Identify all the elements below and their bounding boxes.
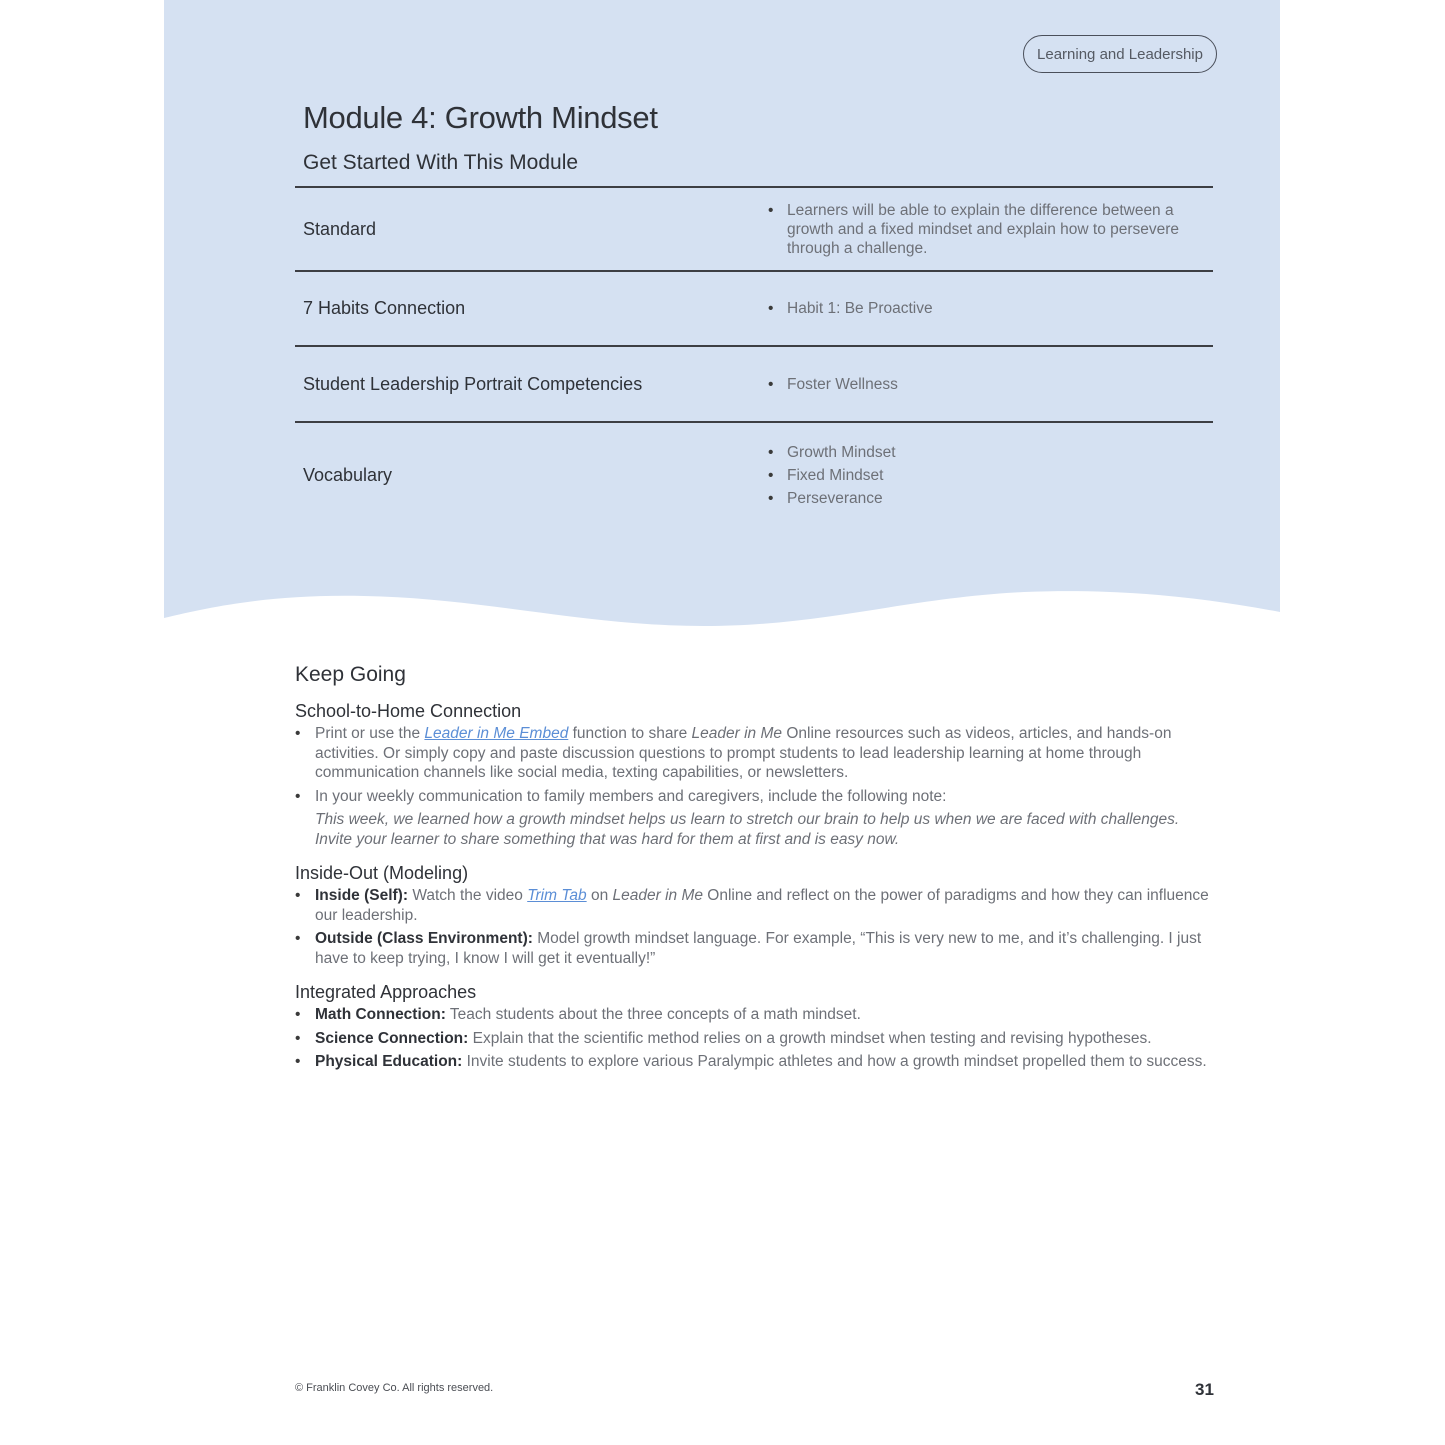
list-item: • Science Connection: Explain that the scientific method relies on a growth mindset when testing and revising hypotheses. bbox=[315, 1029, 1215, 1049]
list-item: • Foster Wellness bbox=[787, 375, 1213, 394]
list-item: • Inside (Self): Watch the video Trim Tab on Leader in Me Online and reflect on the power of paradigms and how they can influence our leadership. bbox=[315, 886, 1215, 925]
section-tag: Learning and Leadership bbox=[1023, 35, 1217, 73]
integrated-block bbox=[295, 982, 1215, 1072]
list-item: • Learners will be able to explain the difference between a growth and a fixed mindset and explain how to persevere through a challenge. bbox=[787, 201, 1213, 258]
table-row-vocabulary bbox=[295, 422, 1213, 528]
module-subtitle: Get Started With This Module bbox=[303, 151, 579, 174]
keep-going-heading: Keep Going bbox=[295, 663, 406, 686]
list-item: • Habit 1: Be Proactive bbox=[787, 299, 1213, 318]
list-item: • Math Connection: Teach students about the three concepts of a math mindset. bbox=[315, 1005, 1215, 1025]
list-item: • Growth Mindset bbox=[787, 441, 1213, 464]
list-item: • Perseverance bbox=[787, 487, 1213, 510]
list-item: • Physical Education: Invite students to explore various Paralympic athletes and how a growth mindset propelled them to success. bbox=[315, 1052, 1215, 1072]
inside-out-block bbox=[295, 863, 1215, 968]
row-label: 7 Habits Connection bbox=[303, 298, 466, 318]
row-label: Student Leadership Portrait Competencies bbox=[303, 373, 643, 394]
row-label: Vocabulary bbox=[303, 465, 393, 485]
copyright: © Franklin Covey Co. All rights reserved. bbox=[295, 1382, 494, 1394]
row-value bbox=[761, 187, 1213, 271]
list-item: • In your weekly communication to family members and caregivers, include the following note: This week, we learned how a growth mindset helps us learn to stretch our brain to help us when we are faced with challenges. Invite your learner to share something that was hard for them at first and is easy now. bbox=[315, 787, 1215, 850]
school-home-heading: School-to-Home Connection bbox=[295, 701, 522, 721]
list-item: • Outside (Class Environment): Model growth mindset language. For example, “This is very new to me, and it’s challenging. I just have to keep trying, I know I will get it eventually!” bbox=[315, 929, 1215, 968]
table-row-competencies bbox=[295, 346, 1213, 422]
page-number: 31 bbox=[1195, 1380, 1214, 1399]
row-value bbox=[761, 346, 1213, 422]
integrated-heading: Integrated Approaches bbox=[295, 982, 477, 1002]
trim-tab-link[interactable]: Trim Tab bbox=[527, 887, 587, 904]
list-item: • Print or use the Leader in Me Embed function to share Leader in Me Online resources such as videos, articles, and hands-on activities. Or simply copy and paste discussion questions to prompt students to lead leadership learning at home through communication channels like social media, texting capabilities, or newsletters. bbox=[315, 724, 1215, 783]
module-overview-table bbox=[295, 186, 1213, 528]
inside-out-heading: Inside-Out (Modeling) bbox=[295, 863, 469, 883]
family-note: This week, we learned how a growth mindset helps us learn to stretch our brain to help us when we are faced with challenges. Invite your learner to share something that was hard for them at first and is easy now. bbox=[315, 811, 1180, 848]
leader-in-me-embed-link[interactable]: Leader in Me Embed bbox=[424, 725, 569, 742]
module-title: Module 4: Growth Mindset bbox=[303, 100, 658, 135]
keep-going-section bbox=[295, 663, 1215, 1086]
school-home-block bbox=[295, 701, 1215, 849]
row-label: Standard bbox=[303, 218, 377, 239]
list-item: • Fixed Mindset bbox=[787, 464, 1213, 487]
table-row-standard bbox=[295, 187, 1213, 271]
table-row-habits bbox=[295, 271, 1213, 346]
row-value bbox=[761, 422, 1213, 528]
row-value bbox=[761, 271, 1213, 346]
